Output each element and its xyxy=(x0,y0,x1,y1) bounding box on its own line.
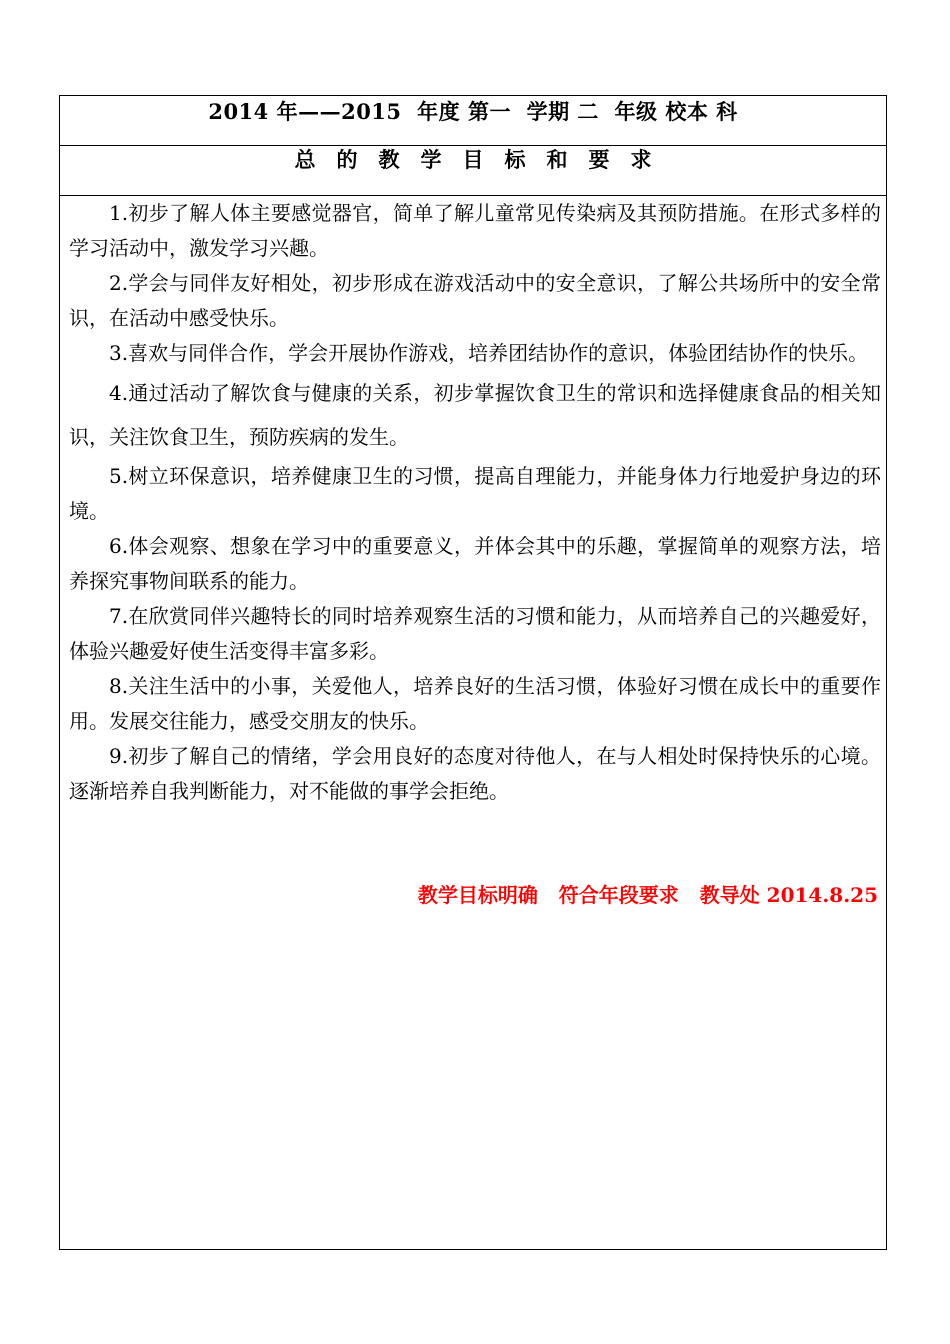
approval-remark: 教学目标明确 符合年段要求 教导处 2014.8.25 xyxy=(417,883,878,907)
section-heading: 总的教学目标和要求 xyxy=(294,147,673,172)
goal-item-2: 2.学会与同伴友好相处，初步形成在游戏活动中的安全意识，了解公共场所中的安全常识，在活动中感受快乐。 xyxy=(69,271,881,330)
goals-table xyxy=(59,95,887,1250)
goal-item-1: 1.初步了解人体主要感觉器官，简单了解儿童常见传染病及其预防措施。在形式多样的学习活动中，激发学习兴趣。 xyxy=(69,201,881,260)
goals-list xyxy=(69,196,881,809)
content-row xyxy=(60,196,886,1249)
goal-item-7: 7.在欣赏同伴兴趣特长的同时培养观察生活的习惯和能力，从而培养自己的兴趣爱好，体验兴趣爱好使生活变得丰富多彩。 xyxy=(69,604,881,663)
goal-item-6: 6.体会观察、想象在学习中的重要意义，并体会其中的乐趣，掌握简单的观察方法，培养探究事物间联系的能力。 xyxy=(69,534,881,593)
page-title: 2014 年——2015 年度 第一 学期 二 年级 校本 科 xyxy=(208,99,738,124)
subtitle-row xyxy=(60,146,886,196)
goal-item-3: 3.喜欢与同伴合作，学会开展协作游戏，培养团结协作的意识，体验团结协作的快乐。 xyxy=(109,341,869,365)
goal-item-9: 9.初步了解自己的情绪，学会用良好的态度对待他人，在与人相处时保持快乐的心境。逐渐培养自我判断能力，对不能做的事学会拒绝。 xyxy=(69,744,881,803)
goal-item-8: 8.关注生活中的小事，关爱他人，培养良好的生活习惯，体验好习惯在成长中的重要作用。发展交往能力，感受交朋友的快乐。 xyxy=(69,674,881,733)
goal-item-4: 4.通过活动了解饮食与健康的关系，初步掌握饮食卫生的常识和选择健康食品的相关知识，关注饮食卫生，预防疾病的发生。 xyxy=(69,381,881,449)
title-row xyxy=(60,96,886,146)
goal-item-5: 5.树立环保意识，培养健康卫生的习惯，提高自理能力，并能身体力行地爱护身边的环境。 xyxy=(69,464,881,523)
